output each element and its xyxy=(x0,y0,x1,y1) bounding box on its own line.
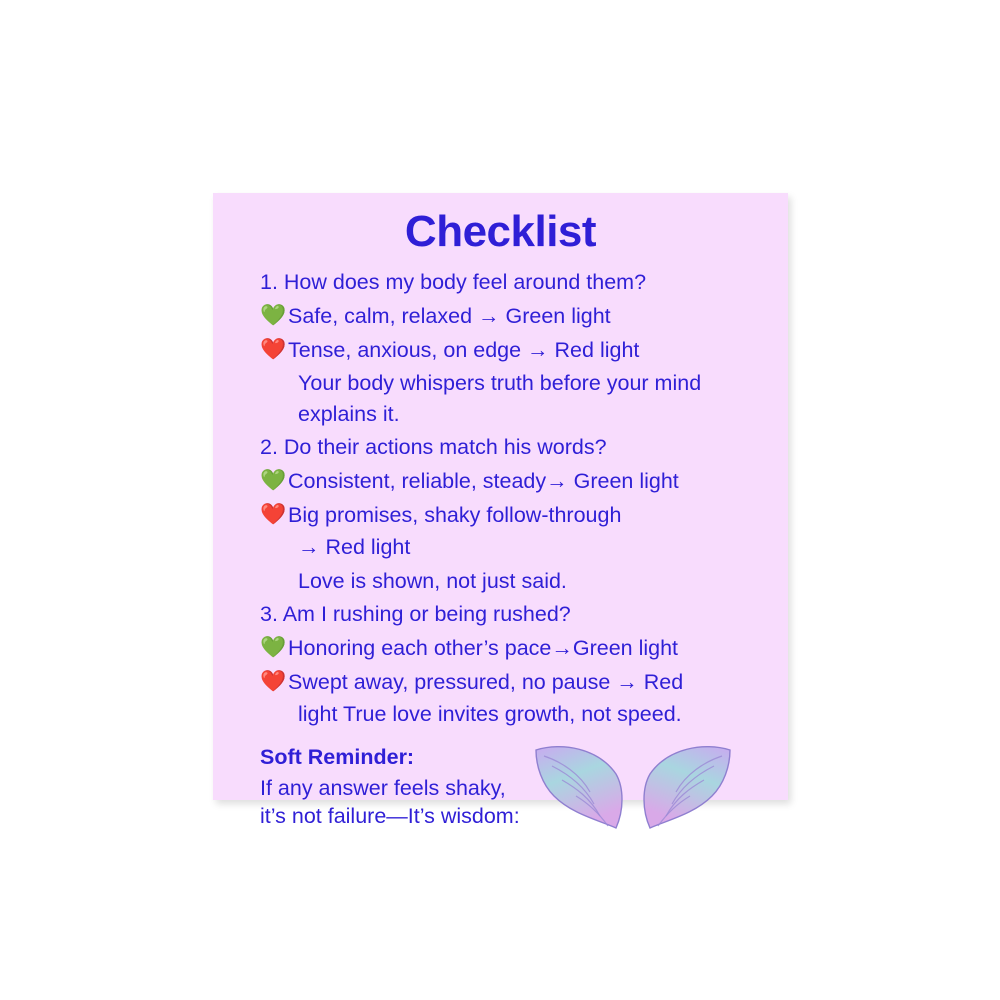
checklist-question-1: 1. How does my body feel around them? xyxy=(260,270,647,294)
checklist-item-red-1-label: Tense, anxious, on edge → Red light xyxy=(288,338,640,363)
checklist-item-green-1-label: Safe, calm, relaxed → Green light xyxy=(288,304,611,329)
soft-reminder-line-2: it’s not failure—It’s wisdom: xyxy=(260,803,520,828)
soft-reminder-block xyxy=(260,742,748,830)
checklist-item-red-2 xyxy=(260,500,748,531)
checklist-item-red-3 xyxy=(260,667,748,698)
checklist-item-red-2-label: Big promises, shaky follow-through xyxy=(288,503,622,528)
green-heart-icon: 💚 xyxy=(260,304,287,328)
soft-reminder-title: Soft Reminder: xyxy=(260,745,415,770)
page-title: Checklist xyxy=(404,207,597,256)
poster-content xyxy=(213,193,788,828)
checklist-item-red-2-continued: → Red light xyxy=(298,535,411,560)
checklist-item-red-1 xyxy=(260,335,748,366)
checklist-item-green-3 xyxy=(260,633,748,664)
checklist-item-green-2-label: Consistent, reliable, steady→ Green light xyxy=(288,469,679,494)
green-heart-icon: 💚 xyxy=(260,635,287,659)
red-heart-icon: ❤️ xyxy=(260,503,287,527)
red-heart-icon: ❤️ xyxy=(260,338,287,362)
green-heart-icon: 💚 xyxy=(260,469,287,493)
checklist-note-3: light True love invites growth, not speed. xyxy=(298,702,682,727)
checklist-item-green-2 xyxy=(260,466,748,497)
red-heart-icon: ❤️ xyxy=(260,670,287,694)
checklist-note-1: Your body whispers truth before your mind explains it. xyxy=(298,370,702,426)
checklist-item-green-1 xyxy=(260,301,748,332)
checklist-item-green-3-label: Honoring each other’s pace→Green light xyxy=(288,635,679,660)
soft-reminder-line-1: If any answer feels shaky, xyxy=(260,775,506,800)
checklist-item-red-3-label: Swept away, pressured, no pause → Red xyxy=(288,670,684,695)
checklist-note-2: Love is shown, not just said. xyxy=(298,568,567,593)
poster-card xyxy=(213,193,788,828)
checklist-question-2: 2. Do their actions match his words? xyxy=(260,434,607,459)
checklist-question-3: 3. Am I rushing or being rushed? xyxy=(260,601,571,626)
checklist-body xyxy=(213,267,788,830)
